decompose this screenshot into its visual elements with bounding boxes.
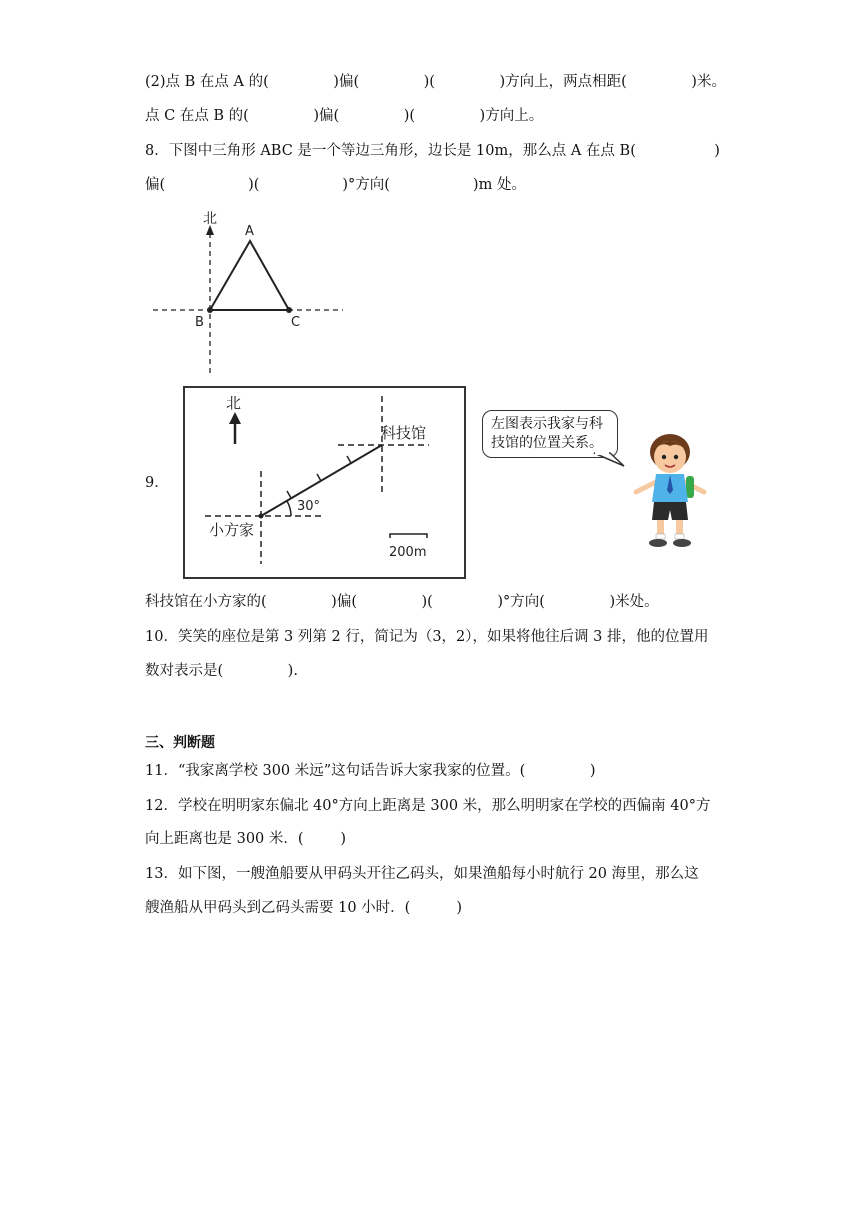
- bubble-tail-icon: [590, 452, 630, 472]
- home-point: [259, 514, 264, 519]
- label-c: C: [291, 315, 301, 330]
- home-label: 小方家: [209, 521, 255, 539]
- q10-line2: 数对表示是( ).: [145, 663, 298, 679]
- q9-question: 科技馆在小方家的( )偏( )( )°方向( )米处。: [145, 594, 659, 610]
- label-a: A: [245, 224, 254, 239]
- q10-line1: 10．笑笑的座位是第 3 列第 2 行，简记为（3，2），如果将他往后调 3 排，他的位置用: [145, 629, 709, 645]
- angle-label: 30°: [297, 499, 321, 514]
- q12-line2: 向上距离也是 300 米．( ): [145, 831, 347, 847]
- museum-label: 科技馆: [381, 424, 427, 442]
- q8-line1: 8．下图中三角形 ABC 是一个等边三角形，边长是 10m，那么点 A 在点 B( ): [145, 143, 720, 159]
- q8-line2: 偏( )( )°方向( )m 处。: [145, 177, 526, 193]
- q7-2-line1: (2)点 B 在点 A 的( )偏( )( )方向上，两点相距( )米。: [145, 74, 726, 90]
- q7-2-line2: 点 C 在点 B 的( )偏( )( )方向上。: [145, 108, 544, 124]
- label-b: B: [195, 315, 204, 330]
- triangle-figure: [145, 205, 355, 375]
- q12-line1: 12．学校在明明家东偏北 40°方向上距离是 300 米，那么明明家在学校的西偏南 40°方: [145, 798, 711, 814]
- section-title: 三、判断题: [145, 735, 215, 751]
- triangle-abc: [210, 241, 289, 310]
- scale-label: 200m: [389, 545, 427, 560]
- point-b: [207, 307, 213, 313]
- point-c: [286, 307, 292, 313]
- q13-line2: 艘渔船从甲码头到乙码头需要 10 小时．( ): [145, 900, 463, 916]
- map-figure: [183, 386, 467, 580]
- north-label: 北: [203, 211, 217, 227]
- q13-line1: 13．如下图，一艘渔船要从甲码头开往乙码头，如果渔船每小时航行 20 海里，那么这: [145, 866, 699, 882]
- speech-bubble: [482, 410, 618, 458]
- q9-number: 9．: [145, 475, 169, 491]
- boy-character-icon: [626, 430, 714, 550]
- north-label: 北: [226, 394, 242, 412]
- q11-line1: 11．“我家离学校 300 米远”这句话告诉大家我家的位置。( ): [145, 763, 596, 779]
- speech-bubble-text: 左图表示我家与科技馆的位置关系。: [491, 416, 603, 451]
